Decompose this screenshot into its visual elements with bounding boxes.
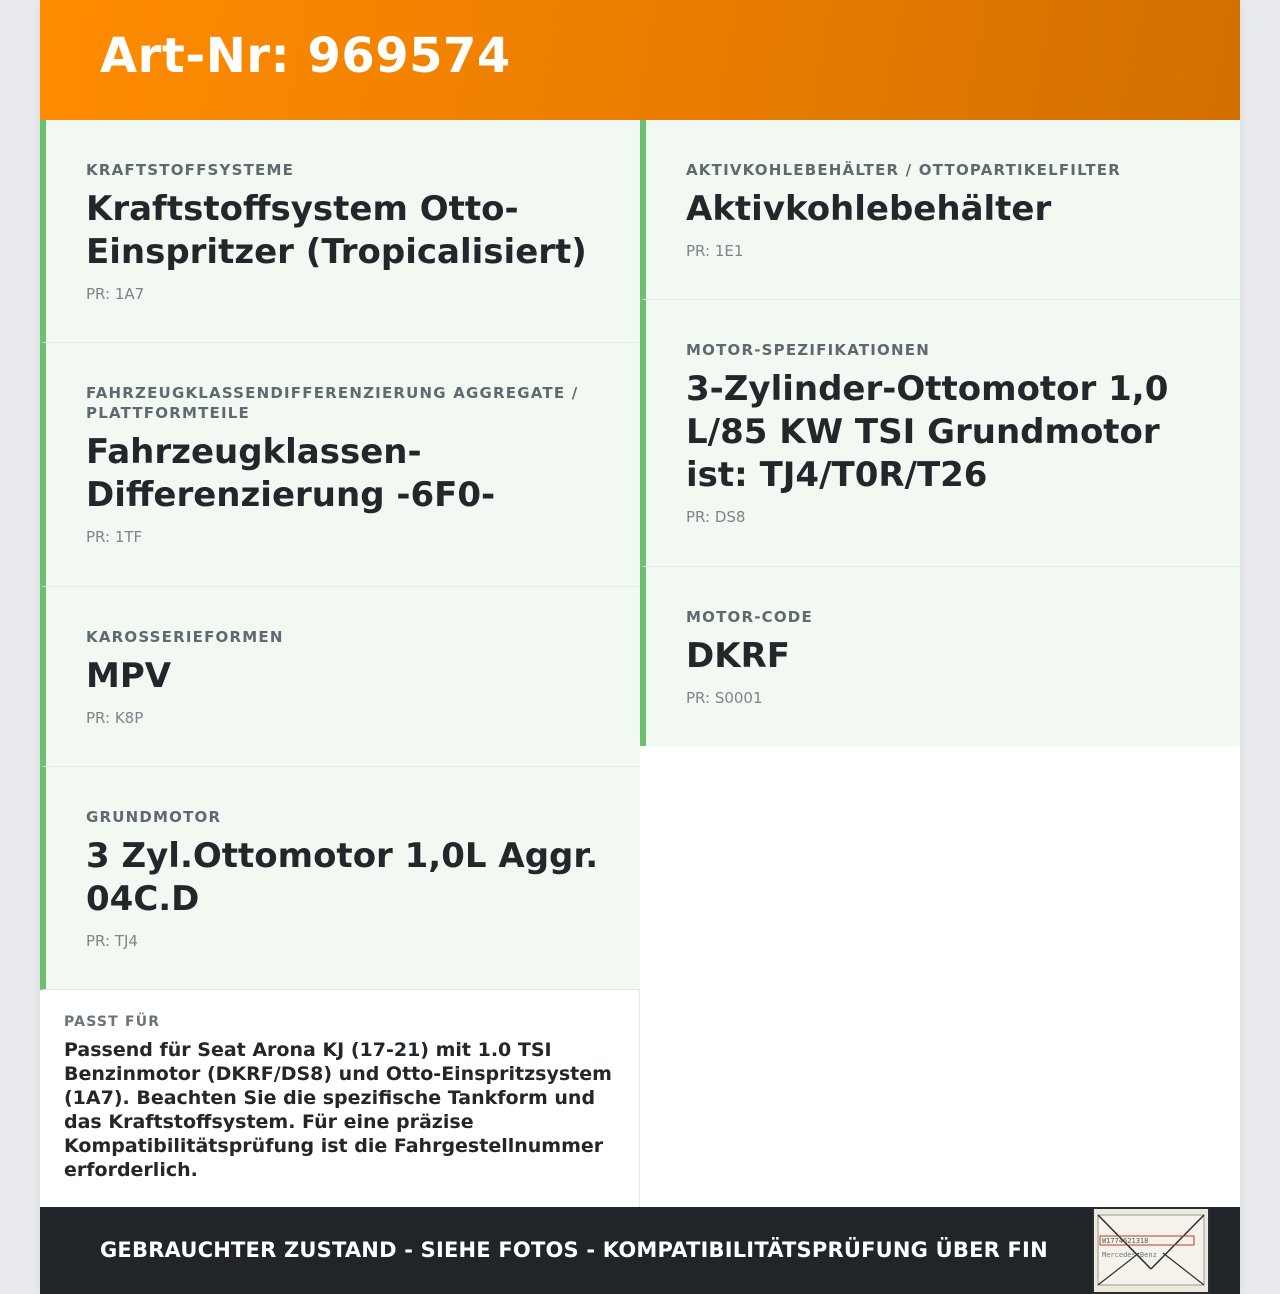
card-fahrzeugklassen xyxy=(40,343,640,587)
card-pr-code: PR: K8P xyxy=(86,709,144,727)
card-kraftstoffsysteme xyxy=(40,120,640,343)
card-title: Fahrzeugklassen-Differenzierung -6F0- xyxy=(86,432,496,515)
card-pr-code: PR: 1E1 xyxy=(686,242,744,260)
card-title: DKRF xyxy=(686,636,790,676)
card-pr-code: PR: TJ4 xyxy=(86,932,138,950)
svg-text:Mercedes-Benz: Mercedes-Benz xyxy=(1102,1251,1157,1259)
card-title: Kraftstoffsystem Otto-Einspritzer (Tropicalisiert) xyxy=(86,189,587,272)
card-category: MOTOR-CODE xyxy=(686,608,813,626)
right-column xyxy=(640,120,1240,746)
card-title: 3-Zylinder-Ottomotor 1,0 L/85 KW TSI Grundmotor ist: TJ4/T0R/T26 xyxy=(686,369,1169,495)
card-aktivkohle xyxy=(640,120,1240,300)
card-category: KAROSSERIEFORMEN xyxy=(86,628,284,646)
footer-condition-text: GEBRAUCHTER ZUSTAND - SIEHE FOTOS - KOMPATIBILITÄTSPRÜFUNG ÜBER FIN xyxy=(100,1238,1048,1262)
header-bar xyxy=(40,0,1240,120)
card-category: MOTOR-SPEZIFIKATIONEN xyxy=(686,341,930,359)
compatibility-label: PASST FÜR xyxy=(64,1014,161,1030)
page xyxy=(40,0,1240,1294)
article-number-title: Art-Nr: 969574 xyxy=(100,28,511,84)
card-category: FAHRZEUGKLASSENDIFFERENZIERUNG AGGREGATE / PLATTFORMTEILE xyxy=(86,384,579,422)
card-category: KRAFTSTOFFSYSTEME xyxy=(86,161,295,179)
card-pr-code: PR: 1TF xyxy=(86,528,143,546)
card-grundmotor xyxy=(40,767,640,990)
footer-bar xyxy=(40,1207,1240,1294)
svg-text:W1774621318: W1774621318 xyxy=(1102,1237,1149,1245)
card-pr-code: PR: 1A7 xyxy=(86,285,145,303)
card-karosserieformen xyxy=(40,587,640,767)
card-category: AKTIVKOHLEBEHÄLTER / OTTOPARTIKELFILTER xyxy=(686,161,1121,179)
compatibility-section xyxy=(40,990,640,1207)
compatibility-text: Passend für Seat Arona KJ (17-21) mit 1.0 TSI Benzinmotor (DKRF/DS8) und Otto-Einspritzsystem (1A7). Beachten Sie die spezifische Tankform und das Kraftstoffsystem. Für eine präzise Kompatibilitätsprüfung ist die Fahrgestellnummer erforderlich. xyxy=(64,1039,612,1181)
card-motor-spezifikationen xyxy=(640,300,1240,567)
document-photo-icon xyxy=(1094,1209,1208,1292)
card-pr-code: PR: S0001 xyxy=(686,689,763,707)
card-category: GRUNDMOTOR xyxy=(86,808,222,826)
document-photo-thumbnail[interactable] xyxy=(1092,1207,1210,1294)
card-title: MPV xyxy=(86,656,172,696)
left-column xyxy=(40,120,640,990)
card-title: Aktivkohlebehälter xyxy=(686,189,1052,229)
card-pr-code: PR: DS8 xyxy=(686,508,746,526)
card-title: 3 Zyl.Ottomotor 1,0L Aggr. 04C.D xyxy=(86,836,599,919)
card-motor-code xyxy=(640,567,1240,746)
